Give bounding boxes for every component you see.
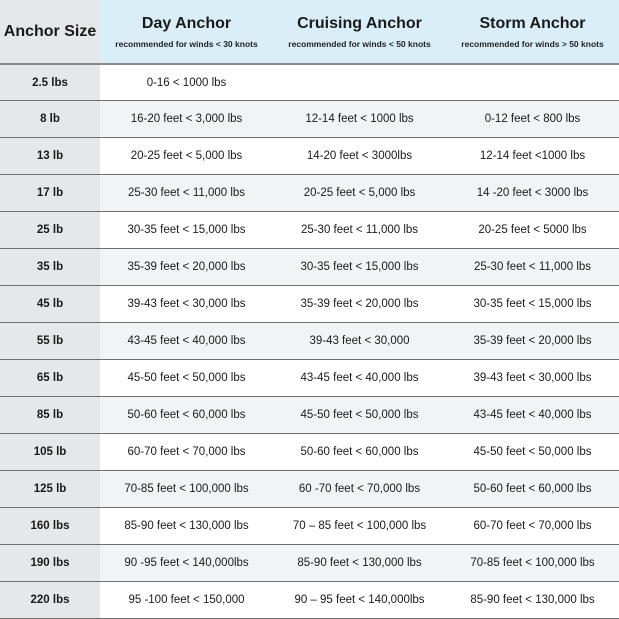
anchor-size-cell: 220 lbs	[0, 581, 100, 618]
cruising-anchor-cell: 85-90 feet < 130,000 lbs	[273, 544, 446, 581]
day-anchor-cell: 30-35 feet < 15,000 lbs	[100, 212, 273, 249]
cruising-anchor-cell: 43-45 feet < 40,000 lbs	[273, 360, 446, 397]
table-row	[0, 286, 619, 323]
table-body	[0, 64, 619, 619]
day-anchor-cell: 60-70 feet < 70,000 lbs	[100, 434, 273, 471]
day-anchor-cell: 45-50 feet < 50,000 lbs	[100, 360, 273, 397]
anchor-size-cell: 8 lb	[0, 101, 100, 138]
anchor-size-cell: 105 lb	[0, 434, 100, 471]
day-anchor-cell: 50-60 feet < 60,000 lbs	[100, 397, 273, 434]
storm-anchor-cell: 50-60 feet < 60,000 lbs	[446, 470, 619, 507]
table-row	[0, 507, 619, 544]
table-row	[0, 581, 619, 618]
anchor-size-cell: 2.5 lbs	[0, 64, 100, 101]
day-anchor-cell: 43-45 feet < 40,000 lbs	[100, 323, 273, 360]
storm-anchor-cell: 25-30 feet < 11,000 lbs	[446, 249, 619, 286]
anchor-size-cell: 125 lb	[0, 470, 100, 507]
storm-anchor-cell: 14 -20 feet < 3000 lbs	[446, 175, 619, 212]
day-anchor-cell: 39-43 feet < 30,000 lbs	[100, 286, 273, 323]
storm-anchor-cell: 30-35 feet < 15,000 lbs	[446, 286, 619, 323]
column-title: Cruising Anchor	[297, 14, 422, 32]
column-title: Day Anchor	[141, 14, 232, 32]
column-subtitle: recommended for winds > 50 knots	[461, 38, 604, 49]
column-subtitle: recommended for winds < 30 knots	[115, 38, 258, 49]
storm-anchor-cell	[446, 64, 619, 101]
anchor-size-cell: 160 lbs	[0, 507, 100, 544]
anchor-size-cell: 25 lb	[0, 212, 100, 249]
day-anchor-cell: 16-20 feet < 3,000 lbs	[100, 101, 273, 138]
day-anchor-header	[100, 0, 273, 64]
table-row	[0, 64, 619, 101]
anchor-size-cell: 13 lb	[0, 138, 100, 175]
header-row	[0, 0, 619, 64]
table-row	[0, 360, 619, 397]
cruising-anchor-cell: 25-30 feet < 11,000 lbs	[273, 212, 446, 249]
anchor-size-cell: 35 lb	[0, 249, 100, 286]
cruising-anchor-cell	[273, 64, 446, 101]
table-row	[0, 544, 619, 581]
storm-anchor-cell: 12-14 feet <1000 lbs	[446, 138, 619, 175]
day-anchor-cell: 0-16 < 1000 lbs	[100, 64, 273, 101]
storm-anchor-cell: 43-45 feet < 40,000 lbs	[446, 397, 619, 434]
cruising-anchor-cell: 12-14 feet < 1000 lbs	[273, 101, 446, 138]
table-row	[0, 323, 619, 360]
storm-anchor-header	[446, 0, 619, 64]
cruising-anchor-cell: 50-60 feet < 60,000 lbs	[273, 434, 446, 471]
table-row	[0, 249, 619, 286]
cruising-anchor-cell: 60 -70 feet < 70,000 lbs	[273, 470, 446, 507]
anchor-size-cell: 17 lb	[0, 175, 100, 212]
day-anchor-cell: 20-25 feet < 5,000 lbs	[100, 138, 273, 175]
table-row	[0, 138, 619, 175]
cruising-anchor-cell: 90 – 95 feet < 140,000lbs	[273, 581, 446, 618]
cruising-anchor-cell: 30-35 feet < 15,000 lbs	[273, 249, 446, 286]
table-row	[0, 175, 619, 212]
cruising-anchor-cell: 14-20 feet < 3000lbs	[273, 138, 446, 175]
table-row	[0, 470, 619, 507]
day-anchor-cell: 35-39 feet < 20,000 lbs	[100, 249, 273, 286]
storm-anchor-cell: 60-70 feet < 70,000 lbs	[446, 507, 619, 544]
cruising-anchor-cell: 39-43 feet < 30,000	[273, 323, 446, 360]
cruising-anchor-cell: 45-50 feet < 50,000 lbs	[273, 397, 446, 434]
day-anchor-cell: 70-85 feet < 100,000 lbs	[100, 470, 273, 507]
storm-anchor-cell: 0-12 feet < 800 lbs	[446, 101, 619, 138]
storm-anchor-cell: 45-50 feet < 50,000 lbs	[446, 434, 619, 471]
anchor-size-cell: 45 lb	[0, 286, 100, 323]
table-row	[0, 101, 619, 138]
storm-anchor-cell: 85-90 feet < 130,000 lbs	[446, 581, 619, 618]
cruising-anchor-header	[273, 0, 446, 64]
anchor-size-cell: 55 lb	[0, 323, 100, 360]
storm-anchor-cell: 20-25 feet < 5000 lbs	[446, 212, 619, 249]
table-row	[0, 434, 619, 471]
table-row	[0, 397, 619, 434]
anchor-size-cell: 65 lb	[0, 360, 100, 397]
day-anchor-cell: 95 -100 feet < 150,000	[100, 581, 273, 618]
storm-anchor-cell: 39-43 feet < 30,000 lbs	[446, 360, 619, 397]
cruising-anchor-cell: 20-25 feet < 5,000 lbs	[273, 175, 446, 212]
storm-anchor-cell: 35-39 feet < 20,000 lbs	[446, 323, 619, 360]
anchor-size-cell: 85 lb	[0, 397, 100, 434]
day-anchor-cell: 25-30 feet < 11,000 lbs	[100, 175, 273, 212]
cruising-anchor-cell: 70 – 85 feet < 100,000 lbs	[273, 507, 446, 544]
column-subtitle: recommended for winds < 50 knots	[288, 38, 431, 49]
column-title: Storm Anchor	[479, 14, 586, 32]
table-row	[0, 212, 619, 249]
anchor-size-cell: 190 lbs	[0, 544, 100, 581]
day-anchor-cell: 90 -95 feet < 140,000lbs	[100, 544, 273, 581]
day-anchor-cell: 85-90 feet < 130,000 lbs	[100, 507, 273, 544]
cruising-anchor-cell: 35-39 feet < 20,000 lbs	[273, 286, 446, 323]
anchor-size-header: Anchor Size	[0, 0, 100, 64]
table-header	[0, 0, 619, 64]
storm-anchor-cell: 70-85 feet < 100,000 lbs	[446, 544, 619, 581]
